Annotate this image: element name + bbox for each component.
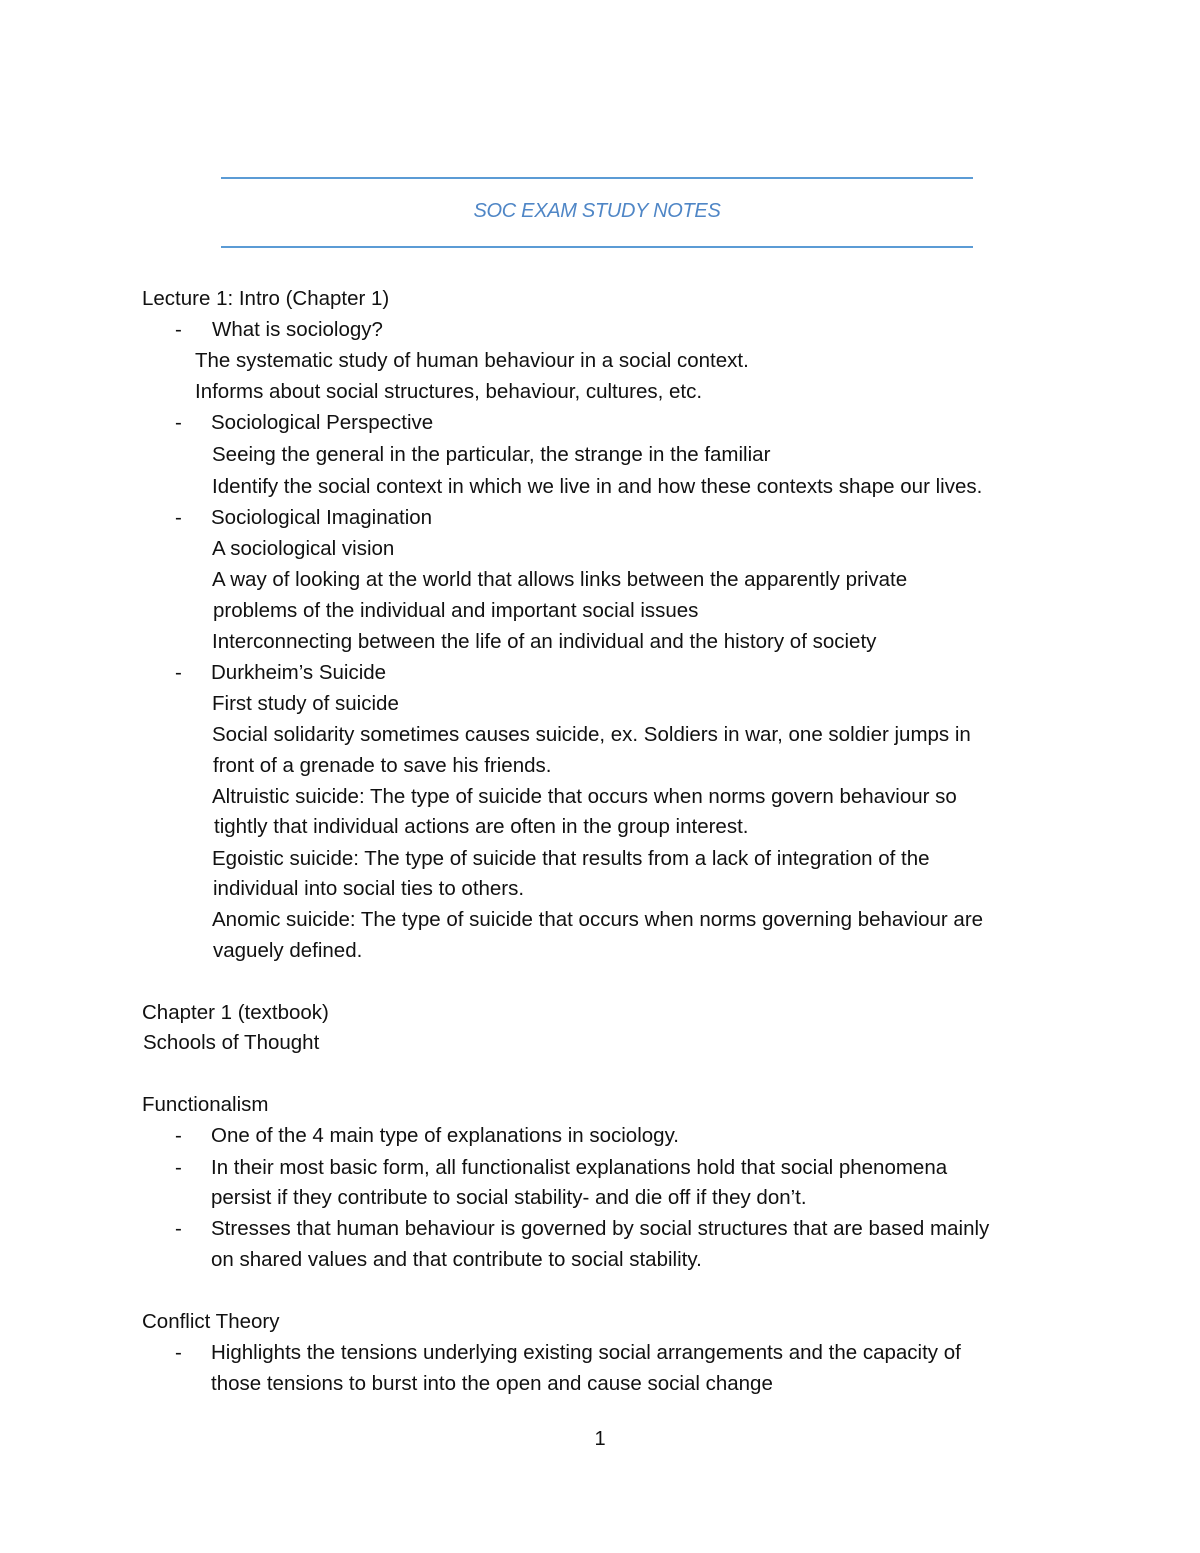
bullet-continuation: those tensions to burst into the open and cause social change (211, 1372, 773, 1395)
bullet-dash: - (175, 411, 182, 434)
header-bottom-rule (221, 246, 973, 248)
bullet-item: Highlights the tensions underlying existing social arrangements and the capacity of (211, 1341, 961, 1364)
note-line: Seeing the general in the particular, the strange in the familiar (212, 443, 771, 466)
page-number: 1 (594, 1428, 606, 1450)
note-line: A way of looking at the world that allows links between the apparently private (212, 568, 908, 591)
bullet-dash: - (175, 1124, 182, 1147)
note-line: Altruistic suicide: The type of suicide that occurs when norms govern behaviour so (212, 785, 957, 808)
note-line: front of a grenade to save his friends. (213, 754, 552, 777)
note-line: tightly that individual actions are often in the group interest. (214, 815, 749, 838)
section-heading: Chapter 1 (textbook) (142, 1001, 329, 1024)
bullet-dash: - (175, 506, 182, 529)
section-heading: Functionalism (142, 1093, 269, 1116)
note-line: Identify the social context in which we live in and how these contexts shape our lives. (212, 475, 983, 498)
bullet-dash: - (175, 1217, 182, 1240)
bullet-dash: - (175, 661, 182, 684)
bullet-item: What is sociology? (212, 318, 383, 341)
section-heading: Conflict Theory (142, 1310, 280, 1333)
note-line: vaguely defined. (213, 939, 363, 962)
bullet-continuation: on shared values and that contribute to social stability. (211, 1248, 702, 1271)
section-heading: Lecture 1: Intro (Chapter 1) (142, 287, 390, 310)
header-top-rule (221, 177, 973, 179)
note-line: Anomic suicide: The type of suicide that occurs when norms governing behaviour are (212, 908, 984, 931)
note-line: Egoistic suicide: The type of suicide that results from a lack of integration of the (212, 847, 930, 870)
note-line: individual into social ties to others. (213, 877, 525, 900)
bullet-dash: - (175, 1341, 182, 1364)
note-line: Informs about social structures, behaviour, cultures, etc. (195, 380, 703, 403)
bullet-item: Sociological Imagination (211, 506, 433, 529)
note-line: The systematic study of human behaviour in a social context. (195, 349, 749, 372)
note-line: Interconnecting between the life of an individual and the history of society (212, 630, 877, 653)
bullet-dash: - (175, 1156, 182, 1179)
bullet-dash: - (175, 318, 182, 341)
note-line: Social solidarity sometimes causes suicide, ex. Soldiers in war, one soldier jumps in (212, 723, 971, 746)
note-line: A sociological vision (212, 537, 395, 560)
bullet-item: In their most basic form, all functionalist explanations hold that social phenomena (211, 1156, 948, 1179)
bullet-item: One of the 4 main type of explanations in sociology. (211, 1124, 679, 1147)
section-heading: Schools of Thought (143, 1031, 320, 1054)
bullet-item: Sociological Perspective (211, 411, 434, 434)
bullet-item: Stresses that human behaviour is governed by social structures that are based mainly (211, 1217, 990, 1240)
note-line: problems of the individual and important social issues (213, 599, 699, 622)
bullet-item: Durkheim’s Suicide (211, 661, 387, 684)
bullet-continuation: persist if they contribute to social stability- and die off if they don’t. (211, 1186, 807, 1209)
note-line: First study of suicide (212, 692, 399, 715)
document-title: SOC EXAM STUDY NOTES (473, 200, 721, 222)
